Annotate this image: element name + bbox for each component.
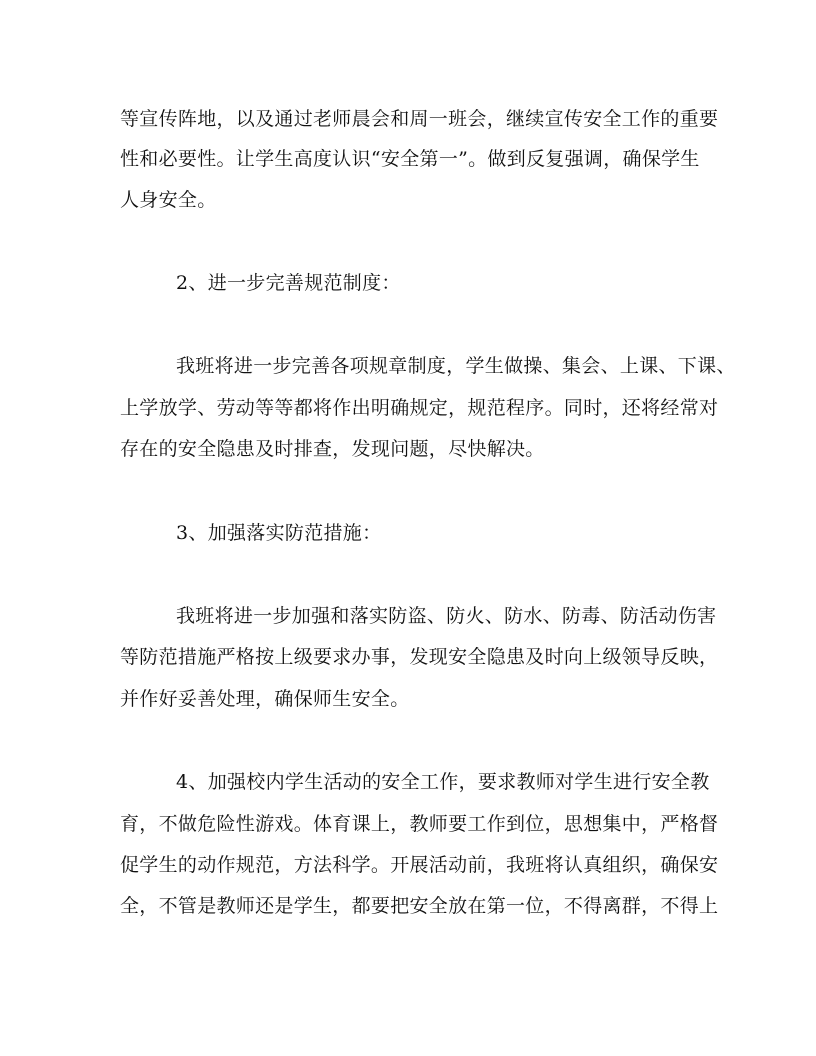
paragraph-3-line-3: 并作好妥善处理，确保师生安全。 xyxy=(120,688,410,710)
paragraph-3-line-2: 等防范措施严格按上级要求办事，发现安全隐患及时向上级领导反映， xyxy=(120,646,719,668)
paragraph-4-line-1: 4、加强校内学生活动的安全工作，要求教师对学生进行安全教 xyxy=(176,771,710,793)
paragraph-4-line-3: 促学生的动作规范，方法科学。开展活动前，我班将认真组织，确保安 xyxy=(120,854,719,876)
paragraph-2-line-1: 我班将进一步完善各项规章制度，学生做操、集会、上课、下课、 xyxy=(176,355,736,377)
paragraph-4-line-4: 全，不管是教师还是学生，都要把安全放在第一位，不得离群，不得上 xyxy=(120,895,719,917)
paragraph-1-line-1: 等宣传阵地，以及通过老师晨会和周一班会，继续宣传安全工作的重要 xyxy=(120,108,719,130)
paragraph-3-line-1: 我班将进一步加强和落实防盗、防火、防水、防毒、防活动伤害 xyxy=(176,605,717,627)
paragraph-1-line-2: 性和必要性。让学生高度认识“安全第一”。做到反复强调，确保学生 xyxy=(120,148,700,170)
paragraph-2-line-2: 上学放学、劳动等等都将作出明确规定，规范程序。同时，还将经常对 xyxy=(120,397,719,419)
section-heading-2: 2、进一步完善规范制度： xyxy=(176,272,401,294)
paragraph-1-line-3: 人身安全。 xyxy=(120,189,217,211)
paragraph-4-line-2: 育，不做危险性游戏。体育课上，教师要工作到位，思想集中，严格督 xyxy=(120,813,719,835)
section-heading-3: 3、加强落实防范措施： xyxy=(176,522,382,544)
paragraph-2-line-3: 存在的安全隐患及时排查，发现问题，尽快解决。 xyxy=(120,438,545,460)
